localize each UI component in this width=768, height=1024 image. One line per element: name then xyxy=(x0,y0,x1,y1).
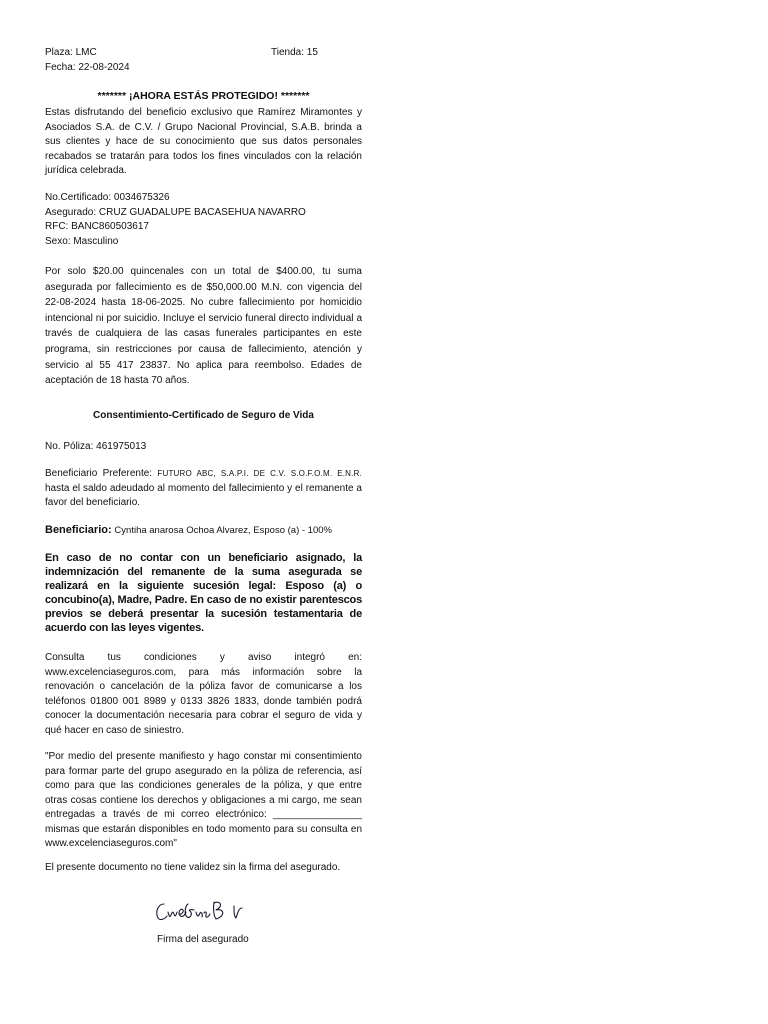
preferred-beneficiary-rest: hasta el saldo adeudado al momento del fallecimiento y el remanente a favor del beneficiario. xyxy=(45,482,362,508)
certificate-subtitle: Consentimiento-Certificado de Seguro de Vida xyxy=(93,410,314,421)
intro-paragraph: Estas disfrutando del beneficio exclusivo que Ramírez Miramontes y Asociados S.A. de C.V. / Grupo Nacional Provincial, S.A.B. brinda a sus clientes y hace de su conocimiento que sus datos personales recabados se tratarán para todos los fines vinculados con la relación jurídica celebrada. xyxy=(45,107,362,176)
rfc: RFC: BANC860503617 xyxy=(45,221,149,232)
policy-number: No. Póliza: 461975013 xyxy=(45,441,147,452)
sex: Sexo: Masculino xyxy=(45,235,119,247)
tienda-label: Tienda: 15 xyxy=(271,47,318,58)
signature-label: Firma del asegurado xyxy=(157,934,249,945)
consult-paragraph: Consulta tus condiciones y aviso integró en: www.excelenciaseguros.com, para más información sobre la renovación o cancelación de la póliza favor de comunicarse a los teléfonos 01800 001 8989 y 0133 3826 1833, donde también podrá conocer la documentación necesaria para cobrar el seguro de vida y qué hacer en caso de siniestro. xyxy=(45,652,362,736)
insured-name: Asegurado: CRUZ GUADALUPE BACASEHUA NAVARRO xyxy=(45,206,306,218)
certificate-number: No.Certificado: 0034675326 xyxy=(45,192,170,203)
validity-notice: El presente documento no tiene validez sin la firma del asegurado. xyxy=(45,862,341,873)
preferred-beneficiary-name: FUTURO ABC, S.A.P.I. DE C.V. S.O.F.O.M. E.N.R. xyxy=(157,469,362,478)
beneficiary xyxy=(45,522,362,539)
consent-paragraph: "Por medio del presente manifiesto y hago constar mi consentimiento para formar parte del grupo asegurado en la póliza de referencia, así como para que las condiciones generales de la póliza, y que entre otras cosas contiene los derechos y obligaciones a mi cargo, me sean entregadas a través de mi correo electrónico: ________________ mismas que estarán disponibles en todo momento para su consulta en www.excelenciaseguros.com" xyxy=(45,751,362,849)
preferred-beneficiary-label: Beneficiario Preferente: xyxy=(45,468,153,479)
fecha-label: Fecha: 22-08-2024 xyxy=(45,62,130,73)
document-title: ******* ¡AHORA ESTÁS PROTEGIDO! ******* xyxy=(97,90,310,102)
signature-image xyxy=(150,892,270,928)
beneficiary-value: Cyntiha anarosa Ochoa Alvarez, Esposo (a) - 100% xyxy=(114,525,332,536)
plaza-label: Plaza: LMC xyxy=(45,47,97,58)
insured-info xyxy=(45,191,362,249)
coverage-paragraph: Por solo $20.00 quincenales con un total de $400.00, tu suma asegurada por fallecimiento es de $50,000.00 M.N. con vigencia del 22-08-2024 hasta 18-06-2025. No cubre fallecimiento por homicidio intencional ni por suicidio. Incluye el servicio funeral directo individual a través de cualquiera de las casas funerales participantes en este programa, sin restricciones por causa de fallecimiento, atención y servicio al 55 417 23837. No aplica para reembolso. Edades de aceptación de 18 hasta 70 años. xyxy=(45,266,362,387)
legal-succession-notice: En caso de no contar con un beneficiario asignado, la indemnización del remanente de la suma asegurada se realizará en la siguiente sucesión legal: Esposo (a) o concubino(a), Madre, Padre. En caso de no existir parentescos previos se deberá presentar la sucesión testamentaria de acuerdo con las leyes vigentes. xyxy=(45,552,362,634)
beneficiary-label: Beneficiario: xyxy=(45,524,112,536)
preferred-beneficiary xyxy=(45,467,362,511)
